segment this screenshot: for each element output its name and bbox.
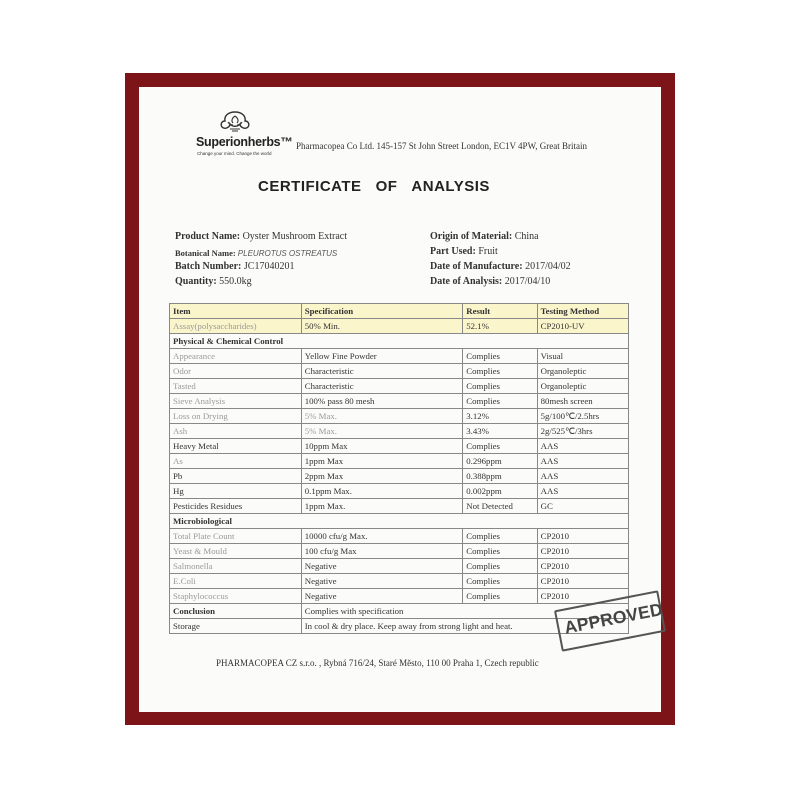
- table-row: [170, 589, 629, 604]
- row-specification: 0.1ppm Max.: [301, 484, 463, 499]
- row-specification: 10ppm Max: [301, 439, 463, 454]
- section-row-microbiological: [170, 514, 629, 529]
- conclusion-label: Conclusion: [170, 604, 302, 619]
- row-result: 0.002ppm: [463, 484, 537, 499]
- row-result: 0.296ppm: [463, 454, 537, 469]
- row-method: CP2010: [537, 589, 628, 604]
- table-row: [170, 574, 629, 589]
- row-result: 0.388ppm: [463, 469, 537, 484]
- table-row: [170, 529, 629, 544]
- part-used-row: [430, 246, 498, 257]
- row-specification: Characteristic: [301, 379, 463, 394]
- assay-item: Assay(polysaccharides): [170, 319, 302, 334]
- origin-label: Origin of Material:: [430, 231, 513, 242]
- table-row: [170, 439, 629, 454]
- row-result: 3.43%: [463, 424, 537, 439]
- row-method: CP2010: [537, 529, 628, 544]
- row-result: Complies: [463, 394, 537, 409]
- part-used-value: Fruit: [478, 246, 498, 257]
- table-row: [170, 364, 629, 379]
- batch-number-label: Batch Number:: [175, 261, 242, 272]
- storage-label: Storage: [170, 619, 302, 634]
- row-specification: 1ppm Max.: [301, 499, 463, 514]
- analysis-date-label: Date of Analysis:: [430, 276, 503, 287]
- table-row: [170, 379, 629, 394]
- row-method: AAS: [537, 469, 628, 484]
- footer-address: PHARMACOPEA CZ s.r.o. , Rybná 716/24, Staré Město, 110 00 Praha 1, Czech republic: [216, 658, 539, 668]
- row-method: AAS: [537, 484, 628, 499]
- section-title-physical: Physical & Chemical Control: [170, 334, 629, 349]
- row-method: GC: [537, 499, 628, 514]
- analysis-date-value: 2017/04/10: [504, 276, 551, 287]
- row-item: Hg: [170, 484, 302, 499]
- table-row: [170, 499, 629, 514]
- row-item: Appearance: [170, 349, 302, 364]
- table-row: [170, 394, 629, 409]
- row-item: Sieve Analysis: [170, 394, 302, 409]
- row-method: AAS: [537, 454, 628, 469]
- row-specification: Yellow Fine Powder: [301, 349, 463, 364]
- table-row: [170, 469, 629, 484]
- row-item: Staphylococcus: [170, 589, 302, 604]
- table-row: [170, 484, 629, 499]
- row-result: Complies: [463, 574, 537, 589]
- product-name-label: Product Name:: [175, 231, 241, 242]
- row-method: Visual: [537, 349, 628, 364]
- table-row: [170, 424, 629, 439]
- row-result: Complies: [463, 349, 537, 364]
- row-result: Complies: [463, 379, 537, 394]
- table-row: [170, 454, 629, 469]
- section-row-physical: [170, 334, 629, 349]
- batch-number-value: JC17040201: [243, 261, 295, 272]
- title-word-of: OF: [375, 178, 398, 195]
- row-result: Complies: [463, 544, 537, 559]
- row-method: CP2010: [537, 544, 628, 559]
- row-specification: 2ppm Max: [301, 469, 463, 484]
- quantity-label: Quantity:: [175, 276, 217, 287]
- row-result: Complies: [463, 559, 537, 574]
- row-specification: 100% pass 80 mesh: [301, 394, 463, 409]
- assay-method: CP2010-UV: [537, 319, 628, 334]
- row-item: Tasted: [170, 379, 302, 394]
- header-testing-method: Testing Method: [537, 304, 628, 319]
- analysis-date-row: [430, 276, 550, 287]
- row-specification: Negative: [301, 589, 463, 604]
- batch-number-row: [175, 261, 294, 272]
- table-header-row: [170, 304, 629, 319]
- row-item: E.Coli: [170, 574, 302, 589]
- header-specification: Specification: [301, 304, 463, 319]
- row-result: Complies: [463, 439, 537, 454]
- approved-stamp-text: APPROVED: [562, 598, 665, 638]
- row-method: Organoleptic: [537, 364, 628, 379]
- row-specification: 1ppm Max: [301, 454, 463, 469]
- product-name-row: [175, 231, 347, 242]
- row-method: Organoleptic: [537, 379, 628, 394]
- row-specification: Negative: [301, 559, 463, 574]
- table-row: [170, 349, 629, 364]
- header-result: Result: [463, 304, 537, 319]
- section-title-microbiological: Microbiological: [170, 514, 629, 529]
- botanical-name-label: Botanical Name:: [175, 248, 236, 258]
- row-item: Pb: [170, 469, 302, 484]
- row-result: Complies: [463, 364, 537, 379]
- origin-value: China: [514, 231, 539, 242]
- row-method: CP2010: [537, 559, 628, 574]
- row-result: Complies: [463, 529, 537, 544]
- botanical-name-value: PLEUROTUS OSTREATUS: [237, 249, 338, 258]
- manufacture-date-label: Date of Manufacture:: [430, 261, 523, 272]
- title-word-certificate: CERTIFICATE: [258, 178, 362, 195]
- row-specification: 10000 cfu/g Max.: [301, 529, 463, 544]
- row-specification: Characteristic: [301, 364, 463, 379]
- company-logo: [194, 110, 292, 158]
- row-item: Yeast & Mould: [170, 544, 302, 559]
- row-item: Ash: [170, 424, 302, 439]
- row-result: Complies: [463, 589, 537, 604]
- brand-tagline: Change your mind. Change the world: [197, 151, 272, 156]
- row-result: 3.12%: [463, 409, 537, 424]
- assay-specification: 50% Min.: [301, 319, 463, 334]
- conclusion-value: Complies with specification: [301, 604, 628, 619]
- manufacture-date-value: 2017/04/02: [525, 261, 571, 272]
- row-item: Loss on Drying: [170, 409, 302, 424]
- tree-roots-logo-icon: [216, 110, 254, 134]
- row-specification: 5% Max.: [301, 409, 463, 424]
- origin-row: [430, 231, 539, 242]
- quantity-value: 550.0kg: [219, 276, 252, 287]
- storage-value: In cool & dry place. Keep away from strong light and heat.: [301, 619, 628, 634]
- assay-row: [170, 319, 629, 334]
- brand-name: Superionherbs™: [196, 135, 293, 149]
- row-method: 80mesh screen: [537, 394, 628, 409]
- table-row: [170, 544, 629, 559]
- row-method: CP2010: [537, 574, 628, 589]
- row-item: Pesticides Residues: [170, 499, 302, 514]
- document-title: [258, 178, 490, 195]
- row-item: Total Plate Count: [170, 529, 302, 544]
- row-method: 5g/100℃/2.5hrs: [537, 409, 628, 424]
- row-specification: Negative: [301, 574, 463, 589]
- company-address: Pharmacopea Co Ltd. 145-157 St John Street London, EC1V 4PW, Great Britain: [296, 141, 587, 151]
- product-name-value: Oyster Mushroom Extract: [242, 231, 348, 242]
- row-item: Odor: [170, 364, 302, 379]
- row-specification: 5% Max.: [301, 424, 463, 439]
- quantity-row: [175, 276, 252, 287]
- row-method: 2g/525℃/3hrs: [537, 424, 628, 439]
- title-word-analysis: ANALYSIS: [411, 178, 490, 195]
- header-item: Item: [170, 304, 302, 319]
- analysis-table: [169, 303, 629, 634]
- botanical-name-row: [175, 248, 337, 258]
- row-specification: 100 cfu/g Max: [301, 544, 463, 559]
- assay-result: 52.1%: [463, 319, 537, 334]
- row-item: As: [170, 454, 302, 469]
- row-method: AAS: [537, 439, 628, 454]
- row-item: Heavy Metal: [170, 439, 302, 454]
- table-row: [170, 559, 629, 574]
- row-result: Not Detected: [463, 499, 537, 514]
- table-row: [170, 409, 629, 424]
- row-item: Salmonella: [170, 559, 302, 574]
- manufacture-date-row: [430, 261, 571, 272]
- part-used-label: Part Used:: [430, 246, 476, 257]
